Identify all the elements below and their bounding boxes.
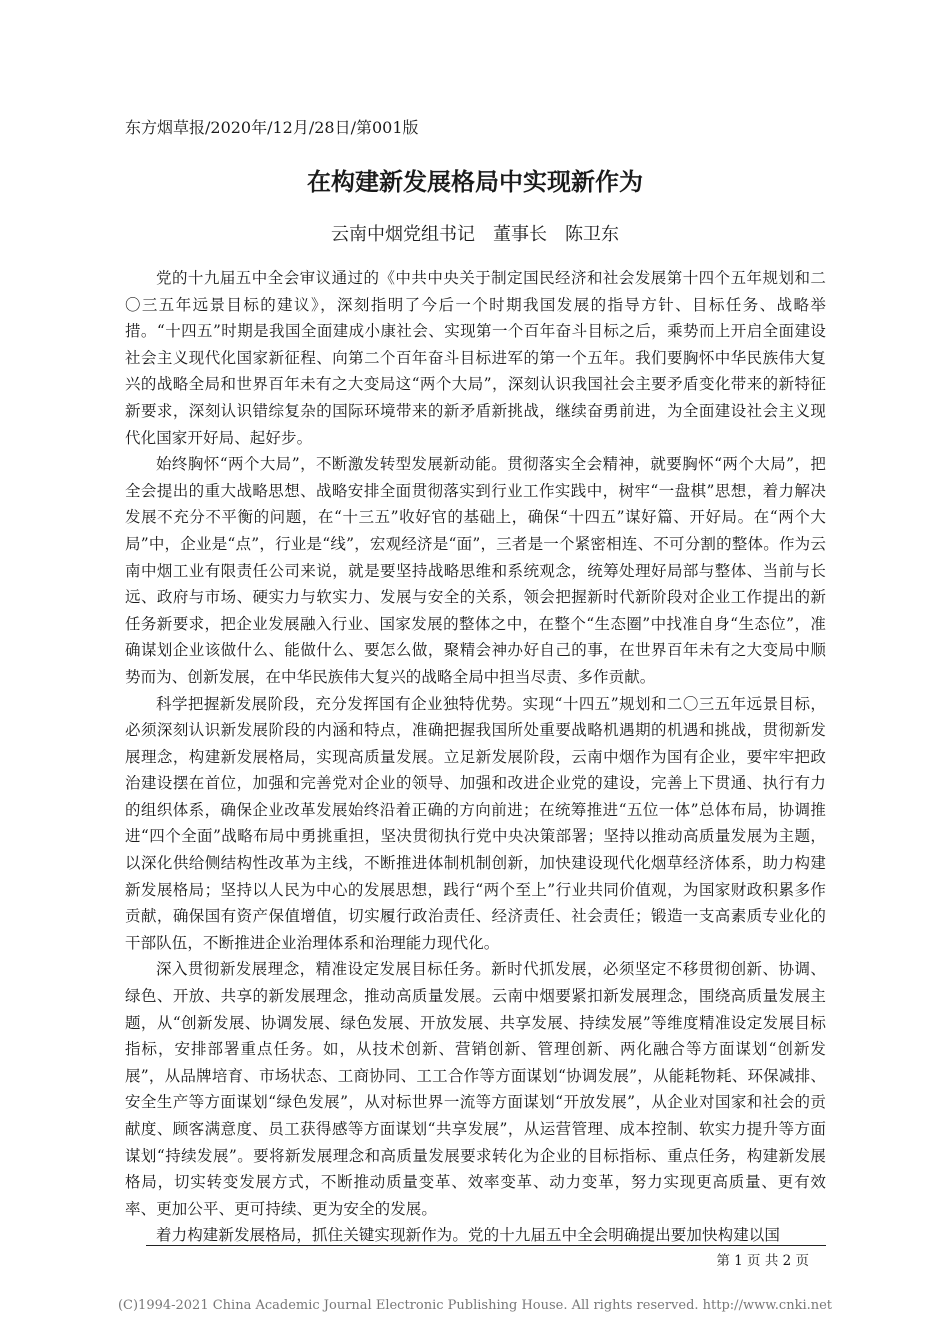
body-paragraph: 深入贯彻新发展理念，精准设定发展目标任务。新时代抓发展，必须坚定不移贯彻创新、协调、绿色、开放、共享的新发展理念，推动高质量发展。云南中烟要紧扣新发展理念，围绕高质量发展主题，从“创新发展、协调发展、绿色发展、开放发展、共享发展、持续发展”等维度精准设定发展目标指标，安排部署重点任务。如，从技术创新、营销创新、管理创新、两化融合等方面谋划“创新发展”，从品牌培育、市场状态、工商协同、工工合作等方面谋划“协调发展”，从能耗物耗、环保减排、安全生产等方面谋划“绿色发展”，从对标世界一流等方面谋划“开放发展”，从企业对国家和社会的贡献度、顾客满意度、员工获得感等方面谋划“共享发展”，从运营管理、成本控制、软实力提升等方面谋划“持续发展”。要将新发展理念和高质量发展要求转化为企业的目标指标、重点任务，构建新发展格局，切实转变发展方式，不断推动质量变革、效率变革、动力变革，努力实现更高质量、更有效率、更加公平、更可持续、更为安全的发展。: [125, 960, 826, 1218]
footer-divider: [146, 1245, 826, 1246]
body-paragraph: 始终胸怀“两个大局”，不断激发转型发展新动能。贯彻落实全会精神，就要胸怀“两个大局”，把全会提出的重大战略思想、战略安排全面贯彻落实到行业工作实践中，树牢“一盘棋”思想，着力解决发展不充分不平衡的问题，在“十三五”收好官的基础上，确保“十四五”谋好篇、开好局。在“两个大局”中，企业是“点”，行业是“线”，宏观经济是“面”，三者是一个紧密相连、不可分割的整体。作为云南中烟工业有限责任公司来说，就是要坚持战略思维和系统观念，统筹处理好局部与整体、当前与长远、政府与市场、硬实力与软实力、发展与安全的关系，领会把握新时代新阶段对企业工作提出的新任务新要求，把企业发展融入行业、国家发展的整体之中，在整个“生态圈”中找准自身“生态位”，准确谋划企业该做什么、能做什么、要怎么做，聚精会神办好自己的事，在世界百年未有之大变局中顺势而为、创新发展，在中华民族伟大复兴的战略全局中担当尽责、多作贡献。: [125, 455, 826, 686]
copyright-watermark: (C)1994-2021 China Academic Journal Electronic Publishing House. All rights reserved. http://www.cnki.net: [117, 1298, 833, 1313]
article-title: 在构建新发展格局中实现新作为: [307, 168, 643, 196]
article-body: [125, 265, 826, 1249]
page-number: 第 1 页 共 2 页: [716, 1253, 809, 1269]
body-paragraph: 科学把握新发展阶段，充分发挥国有企业独特优势。实现“十四五”规划和二〇三五年远景目标，必须深刻认识新发展阶段的内涵和特点，准确把握我国所处重要战略机遇期的机遇和挑战，贯彻新发展理念，构建新发展格局，实现高质量发展。立足新发展阶段，云南中烟作为国有企业，要牢牢把政治建设摆在首位，加强和完善党对企业的领导、加强和改进企业党的建设，完善上下贯通、执行有力的组织体系，确保企业改革发展始终沿着正确的方向前进；在统筹推进“五位一体”总体布局，协调推进“四个全面”战略布局中勇挑重担，坚决贯彻执行党中央决策部署；坚持以推动高质量发展为主题，以深化供给侧结构性改革为主线，不断推进体制机制创新，加快建设现代化烟草经济体系，助力构建新发展格局；坚持以人民为中心的发展思想，践行“两个至上”行业共同价值观，为国家财政积累多作贡献，确保国有资产保值增值，切实履行政治责任、经济责任、社会责任；锻造一支高素质专业化的干部队伍，不断推进企业治理体系和治理能力现代化。: [125, 694, 826, 952]
body-paragraph: 党的十九届五中全会审议通过的《中共中央关于制定国民经济和社会发展第十四个五年规划和二〇三五年远景目标的建议》，深刻指明了今后一个时期我国发展的指导方针、目标任务、战略举措。“十四五”时期是我国全面建成小康社会、实现第一个百年奋斗目标之后，乘势而上开启全面建设社会主义现代化国家新征程、向第二个百年奋斗目标进军的第一个五年。我们要胸怀中华民族伟大复兴的战略全局和世界百年未有之大变局这“两个大局”，深刻认识我国社会主要矛盾变化带来的新特征新要求，深刻认识错综复杂的国际环境带来的新矛盾新挑战，继续奋勇前进，为全面建设社会主义现代化国家开好局、起好步。: [125, 269, 826, 447]
author-byline: 云南中烟党组书记 董事长 陈卫东: [331, 224, 619, 245]
source-line: 东方烟草报/2020年/12月/28日/第001版: [125, 118, 419, 137]
body-paragraph: 着力构建新发展格局，抓住关键实现新作为。党的十九届五中全会明确提出要加快构建以国: [156, 1226, 781, 1245]
